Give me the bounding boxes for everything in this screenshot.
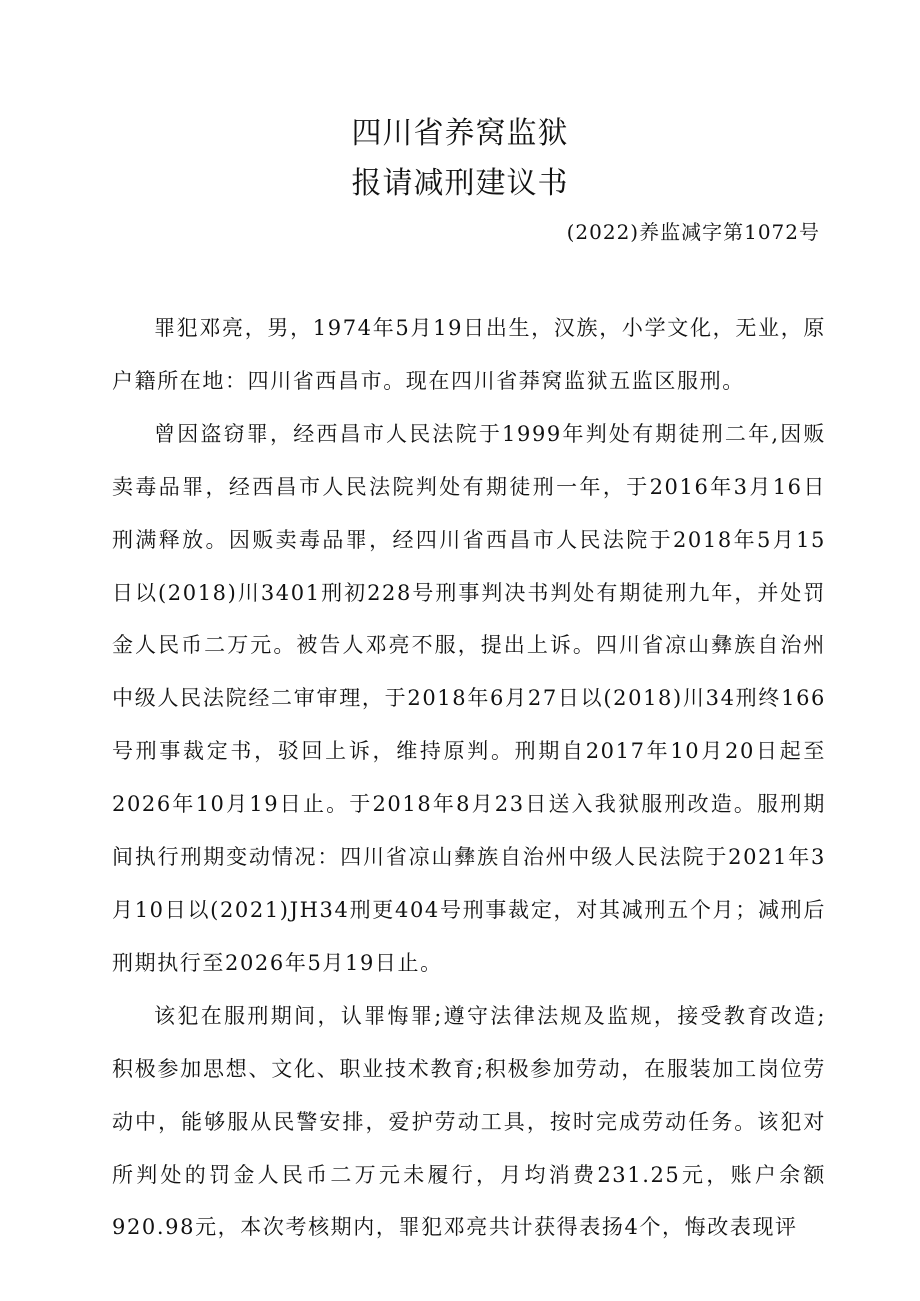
paragraph-conduct: 该犯在服刑期间，认罪悔罪;遵守法律法规及监规，接受教育改造;积极参加思想、文化、职业技术教育;积极参加劳动，在服装加工岗位劳动中，能够服从民警安排，爱护劳动工具，按时完成劳动任务。该犯对所判处的罚金人民币二万元未履行，月均消费231.25元，账户余额920.98元，本次考核期内，罪犯邓亮共计获得表扬4个，悔改表现评	[112, 1003, 826, 1240]
paragraph-criminal-history: 曾因盗窃罪，经西昌市人民法院于1999年判处有期徒刑二年,因贩卖毒品罪，经西昌市人民法院判处有期徒刑一年，于2016年3月16日刑满释放。因贩卖毒品罪，经四川省西昌市人民法院于2018年5月15日以(2018)川3401刑初228号刑事判决书判处有期徒刑九年，并处罚金人民币二万元。被告人邓亮不服，提出上诉。四川省凉山彝族自治州中级人民法院经二审审理，于2018年6月27日以(2018)川34刑终166号刑事裁定书，驳回上诉，维持原判。刑期自2017年10月20日起至2026年10月19日止。于2018年8月23日送入我狱服刑改造。服刑期间执行刑期变动情况：四川省凉山彝族自治州中级人民法院于2021年3月10日以(2021)JH34刑更404号刑事裁定，对其减刑五个月；减刑后刑期执行至2026年5月19日止。	[112, 421, 826, 975]
paragraph-personal-info: 罪犯邓亮，男，1974年5月19日出生，汉族，小学文化，无业，原户籍所在地：四川省西昌市。现在四川省莽窝监狱五监区服刑。	[112, 316, 826, 393]
document-title-line1: 四川省养窝监狱	[351, 116, 569, 151]
document-number: (2022)养监减字第1072号	[566, 220, 820, 244]
document-body	[112, 302, 826, 1254]
document-title-line2: 报请减刑建议书	[351, 166, 569, 201]
